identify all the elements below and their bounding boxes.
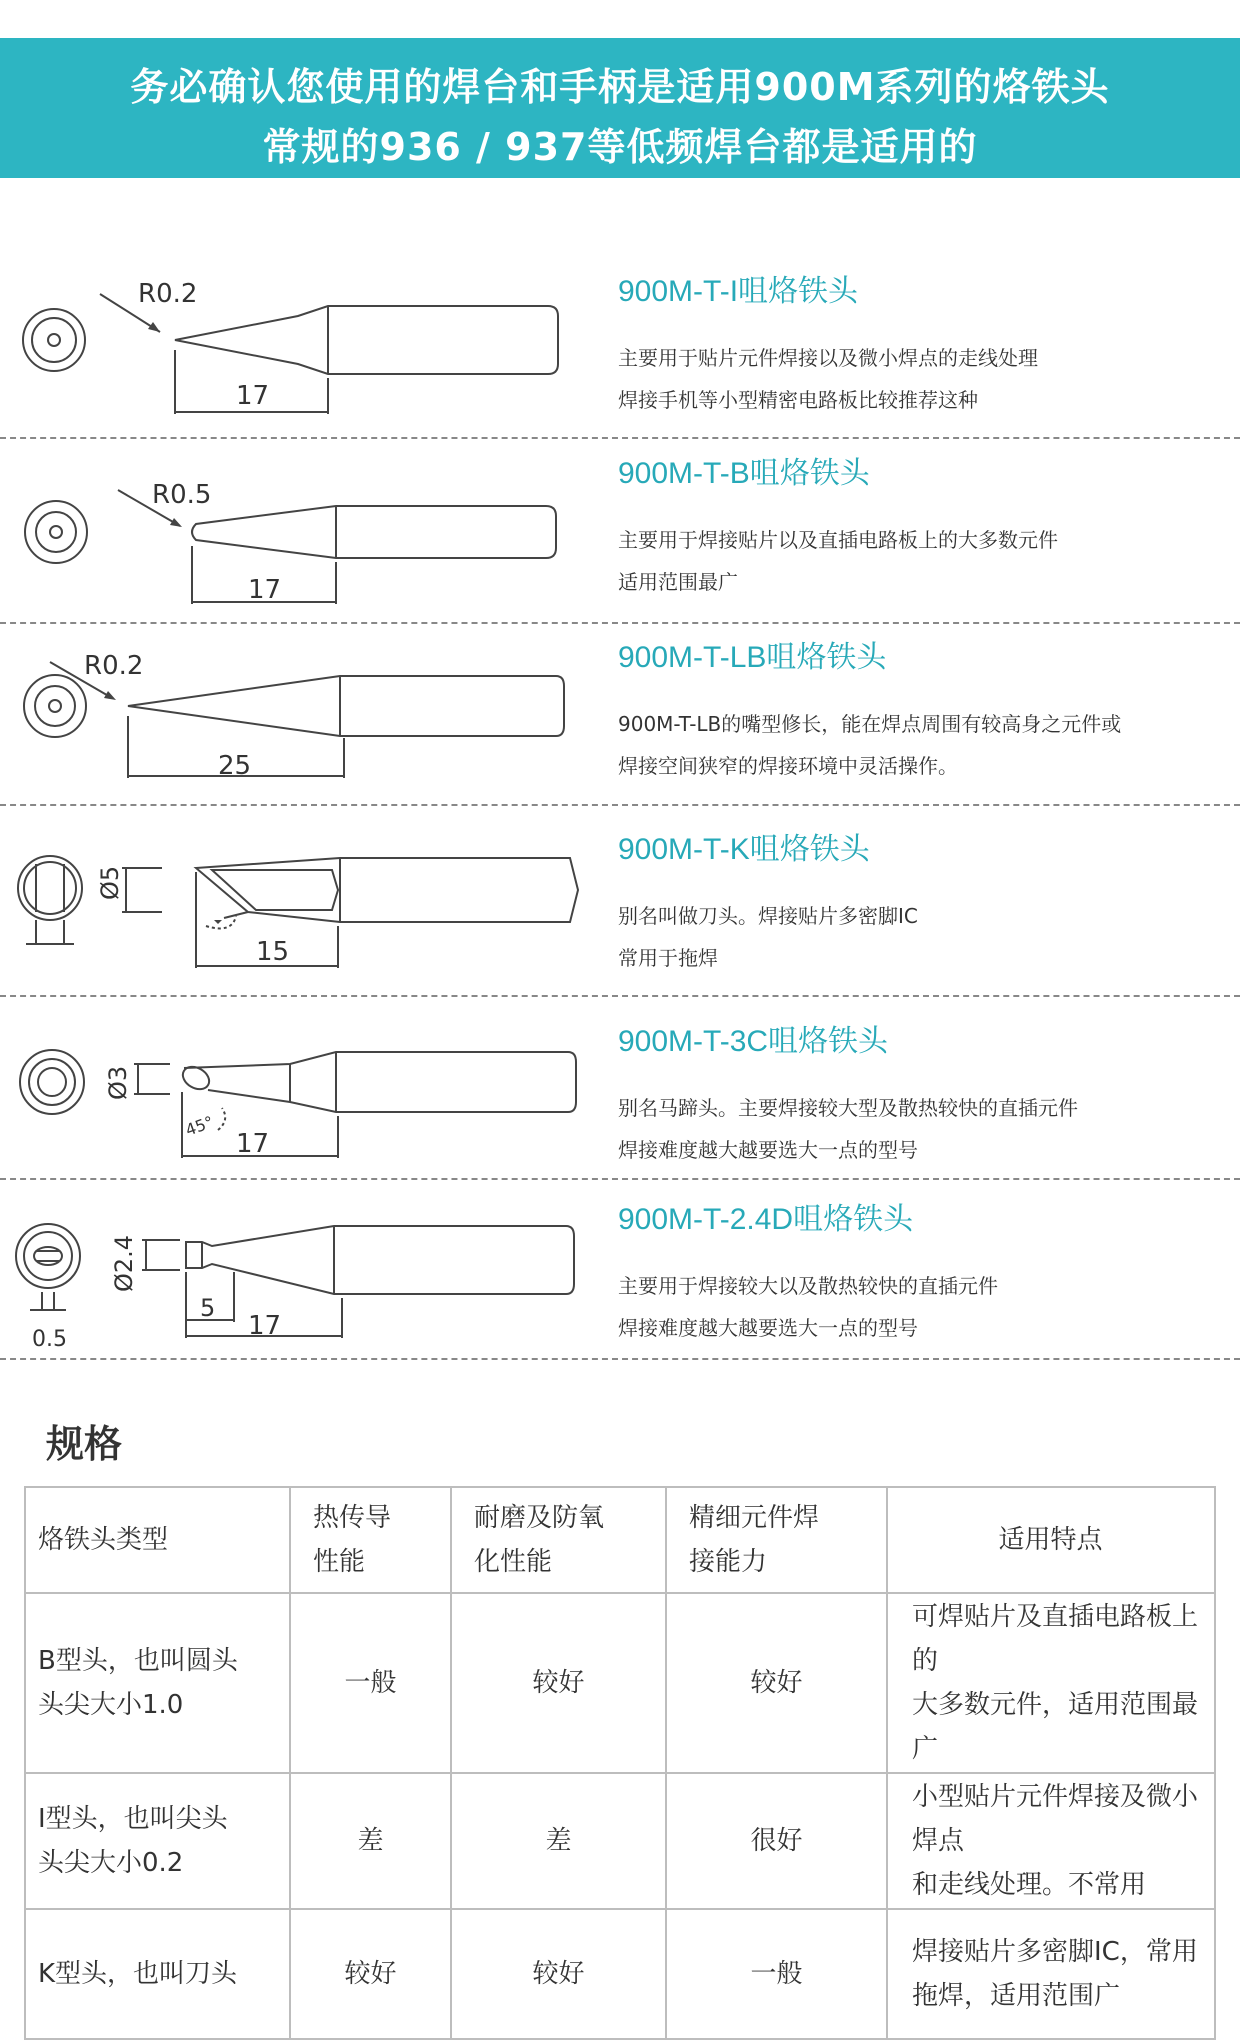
separator	[0, 804, 1240, 806]
tip-2-4d-thickness: 0.5	[32, 1327, 67, 1352]
tip-row-b	[0, 442, 1240, 622]
tip-row-3c	[0, 1008, 1240, 1188]
tip-b-title: 900M-T-B咀烙铁头	[618, 457, 870, 490]
tip-lb-title: 900M-T-LB咀烙铁头	[618, 641, 887, 674]
tip-k-diameter: Ø5	[96, 865, 124, 900]
separator	[0, 995, 1240, 997]
tip-b-diagram	[0, 442, 600, 622]
tip-k-length: 15	[256, 937, 290, 967]
tip-3c-desc-1: 别名马蹄头。主要焊接较大型及散热较快的直插元件	[618, 1096, 1078, 1120]
header-tip-type: 烙铁头类型	[25, 1487, 290, 1593]
tip-k-desc-1: 别名叫做刀头。焊接贴片多密脚IC	[618, 904, 918, 928]
tip-2-4d-length: 17	[248, 1311, 282, 1341]
separator	[0, 1358, 1240, 1360]
tip-i-diagram	[0, 258, 600, 438]
separator	[0, 622, 1240, 624]
separator	[0, 437, 1240, 439]
cell-feature: 小型贴片元件焊接及微小焊点 和走线处理。不常用	[887, 1773, 1215, 1909]
header-heat: 热传导 性能	[290, 1487, 451, 1593]
tip-2-4d-flat: 5	[200, 1294, 216, 1322]
header-banner	[0, 38, 1240, 178]
tip-3c-diameter: Ø3	[104, 1065, 132, 1100]
table-row	[25, 1773, 1215, 1909]
cell-type: B型头，也叫圆头 头尖大小1.0	[25, 1593, 290, 1773]
cell-wear: 较好	[451, 1909, 666, 2039]
table-row	[25, 1593, 1215, 1773]
cell-heat: 较好	[290, 1909, 451, 2039]
tip-k-desc-2: 常用于拖焊	[618, 946, 718, 970]
spec-header-row	[25, 1487, 1215, 1593]
cell-heat: 一般	[290, 1593, 451, 1773]
tip-row-2-4d	[0, 1188, 1240, 1368]
tip-row-lb	[0, 626, 1240, 806]
tip-lb-length: 25	[218, 751, 252, 781]
cell-fine: 较好	[666, 1593, 887, 1773]
cell-type: I型头，也叫尖头 头尖大小0.2	[25, 1773, 290, 1909]
cell-feature: 可焊贴片及直插电路板上的 大多数元件，适用范围最广	[887, 1593, 1215, 1773]
tip-row-k	[0, 816, 1240, 996]
separator	[0, 1178, 1240, 1180]
tip-3c-angle: 45°	[182, 1112, 217, 1140]
tip-i-desc-1: 主要用于贴片元件焊接以及微小焊点的走线处理	[618, 346, 1038, 370]
cell-fine: 很好	[666, 1773, 887, 1909]
header-fine: 精细元件焊 接能力	[666, 1487, 887, 1593]
tip-k-diagram	[0, 816, 600, 996]
tip-lb-diagram	[0, 626, 600, 806]
tip-i-desc-2: 焊接手机等小型精密电路板比较推荐这种	[618, 388, 978, 412]
cell-heat: 差	[290, 1773, 451, 1909]
tip-3c-length: 17	[236, 1129, 270, 1159]
header-feature: 适用特点	[887, 1487, 1215, 1593]
cell-type: K型头，也叫刀头	[25, 1909, 290, 2039]
tip-2-4d-diameter: Ø2.4	[110, 1234, 138, 1292]
tip-lb-desc-2: 焊接空间狭窄的焊接环境中灵活操作。	[618, 754, 958, 778]
tip-i-title: 900M-T-I咀烙铁头	[618, 275, 859, 308]
tip-b-radius: R0.5	[152, 480, 212, 510]
tip-b-desc-1: 主要用于焊接贴片以及直插电路板上的大多数元件	[618, 528, 1058, 552]
tip-i-length: 17	[236, 381, 270, 411]
spec-table	[24, 1486, 1216, 2040]
tip-k-title: 900M-T-K咀烙铁头	[618, 833, 870, 866]
tip-i-radius: R0.2	[138, 279, 198, 309]
cell-wear: 差	[451, 1773, 666, 1909]
tip-b-length: 17	[248, 575, 282, 605]
banner-line-2: 常规的936 / 937等低频焊台都是适用的	[262, 125, 978, 169]
tip-lb-desc-1: 900M-T-LB的嘴型修长，能在焊点周围有较高身之元件或	[618, 712, 1122, 736]
cell-feature: 焊接贴片多密脚IC，常用 拖焊，适用范围广	[887, 1909, 1215, 2039]
tip-3c-diagram	[0, 1008, 600, 1188]
tip-b-desc-2: 适用范围最广	[618, 570, 738, 594]
cell-wear: 较好	[451, 1593, 666, 1773]
tip-2-4d-desc-2: 焊接难度越大越要选大一点的型号	[618, 1316, 918, 1340]
tip-2-4d-diagram	[0, 1188, 600, 1368]
tip-3c-desc-2: 焊接难度越大越要选大一点的型号	[618, 1138, 918, 1162]
table-row	[25, 1909, 1215, 2039]
tip-2-4d-desc-1: 主要用于焊接较大以及散热较快的直插元件	[618, 1274, 998, 1298]
tip-2-4d-title: 900M-T-2.4D咀烙铁头	[618, 1203, 914, 1236]
tip-3c-title: 900M-T-3C咀烙铁头	[618, 1025, 889, 1058]
tip-lb-radius: R0.2	[84, 651, 144, 681]
banner-line-1: 务必确认您使用的焊台和手柄是适用900M系列的烙铁头	[130, 65, 1110, 109]
spec-title: 规格	[46, 1422, 123, 1466]
cell-fine: 一般	[666, 1909, 887, 2039]
header-wear: 耐磨及防氧 化性能	[451, 1487, 666, 1593]
tip-row-i	[0, 258, 1240, 438]
